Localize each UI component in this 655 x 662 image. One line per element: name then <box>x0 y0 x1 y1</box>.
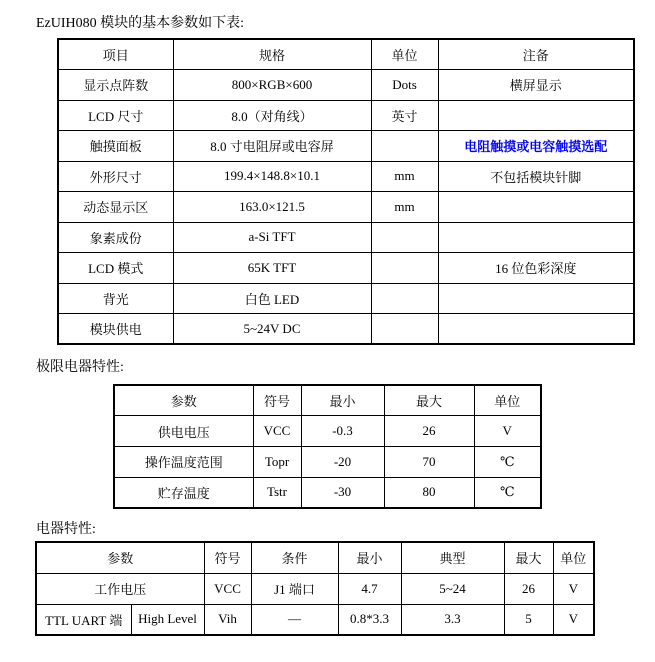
table-cell: 模块供电 <box>58 314 173 345</box>
table-cell: mm <box>371 192 438 223</box>
col-header-unit: 单位 <box>474 385 541 416</box>
table-cell: LCD 模式 <box>58 253 173 284</box>
table-header-row <box>58 39 634 70</box>
table-cell: -0.3 <box>301 416 384 447</box>
table-cell <box>371 222 438 253</box>
table-cell: 外形尺寸 <box>58 161 173 192</box>
table-row <box>36 604 594 635</box>
table-cell: 65K TFT <box>173 253 371 284</box>
col-header-typical: 典型 <box>401 542 504 573</box>
table-cell <box>438 222 634 253</box>
table-cell: 背光 <box>58 283 173 314</box>
table-cell: VCC <box>204 573 251 604</box>
table-cell: Topr <box>253 447 301 478</box>
table-cell: 199.4×148.8×10.1 <box>173 161 371 192</box>
table-row <box>58 70 634 101</box>
table-cell: 80 <box>384 477 474 508</box>
table-cell: 0.8*3.3 <box>338 604 401 635</box>
col-header-spec: 规格 <box>173 39 371 70</box>
col-header-unit: 单位 <box>553 542 594 573</box>
table-cell <box>371 283 438 314</box>
table-cell: — <box>251 604 338 635</box>
limit-characteristics-table <box>113 384 542 509</box>
col-header-item: 项目 <box>58 39 173 70</box>
col-header-param: 参数 <box>114 385 253 416</box>
table-cell <box>438 314 634 345</box>
table-cell <box>371 314 438 345</box>
table-cell: -30 <box>301 477 384 508</box>
table-cell: 3.3 <box>401 604 504 635</box>
table-cell: 16 位色彩深度 <box>438 253 634 284</box>
table-cell: Dots <box>371 70 438 101</box>
table-cell: 800×RGB×600 <box>173 70 371 101</box>
col-header-param: 参数 <box>36 542 204 573</box>
col-header-symbol: 符号 <box>204 542 251 573</box>
table-cell: 操作温度范围 <box>114 447 253 478</box>
col-header-max: 最大 <box>384 385 474 416</box>
table-row <box>58 131 634 162</box>
table-cell: Tstr <box>253 477 301 508</box>
table-row <box>114 447 541 478</box>
touch-option-note: 电阻触摸或电容触摸选配 <box>438 131 634 162</box>
table-cell: 5 <box>504 604 553 635</box>
table-row <box>58 100 634 131</box>
table-cell: 5~24V DC <box>173 314 371 345</box>
table-cell: 5~24 <box>401 573 504 604</box>
table-cell: ℃ <box>474 447 541 478</box>
table-cell: 8.0 寸电阻屏或电容屏 <box>173 131 371 162</box>
table-cell: VCC <box>253 416 301 447</box>
table-cell: V <box>553 604 594 635</box>
col-header-min: 最小 <box>338 542 401 573</box>
col-header-unit: 单位 <box>371 39 438 70</box>
table-cell: V <box>474 416 541 447</box>
table-cell: 英寸 <box>371 100 438 131</box>
table-cell <box>371 131 438 162</box>
col-header-condition: 条件 <box>251 542 338 573</box>
table-cell: 贮存温度 <box>114 477 253 508</box>
table-cell: -20 <box>301 447 384 478</box>
table-row <box>58 222 634 253</box>
table-cell: J1 端口 <box>251 573 338 604</box>
table-cell: 8.0（对角线） <box>173 100 371 131</box>
table-row <box>58 253 634 284</box>
table-cell: 工作电压 <box>36 573 204 604</box>
col-header-min: 最小 <box>301 385 384 416</box>
table-cell: High Level <box>131 604 204 635</box>
col-header-note: 注备 <box>438 39 634 70</box>
table-row <box>58 192 634 223</box>
table-cell: 白色 LED <box>173 283 371 314</box>
table-row <box>114 416 541 447</box>
table-cell: mm <box>371 161 438 192</box>
table-cell: 显示点阵数 <box>58 70 173 101</box>
table-cell: ℃ <box>474 477 541 508</box>
table-cell <box>438 283 634 314</box>
table-header-row <box>36 542 594 573</box>
table-cell: 26 <box>504 573 553 604</box>
table-cell: a-Si TFT <box>173 222 371 253</box>
table-cell: 象素成份 <box>58 222 173 253</box>
electrical-characteristics-table <box>35 541 595 636</box>
table-cell <box>438 192 634 223</box>
table-row <box>58 283 634 314</box>
table-row <box>114 477 541 508</box>
table-cell: 70 <box>384 447 474 478</box>
table-header-row <box>114 385 541 416</box>
page-title: EzUIH080 模块的基本参数如下表: <box>36 16 245 31</box>
table-cell: 163.0×121.5 <box>173 192 371 223</box>
table-cell: 不包括模块针脚 <box>438 161 634 192</box>
table-cell: LCD 尺寸 <box>58 100 173 131</box>
table-cell: V <box>553 573 594 604</box>
limit-section-heading: 极限电器特性: <box>36 360 124 375</box>
table-cell: 供电电压 <box>114 416 253 447</box>
table-cell: 动态显示区 <box>58 192 173 223</box>
table-cell: 4.7 <box>338 573 401 604</box>
electrical-section-heading: 电器特性: <box>36 522 96 537</box>
table-cell <box>371 253 438 284</box>
table-cell: Vih <box>204 604 251 635</box>
basic-parameters-table <box>57 38 635 345</box>
table-cell <box>438 100 634 131</box>
col-header-symbol: 符号 <box>253 385 301 416</box>
table-cell: TTL UART 端 <box>36 604 131 635</box>
table-cell: 横屏显示 <box>438 70 634 101</box>
table-cell: 触摸面板 <box>58 131 173 162</box>
table-row <box>36 573 594 604</box>
table-row <box>58 314 634 345</box>
table-cell: 26 <box>384 416 474 447</box>
col-header-max: 最大 <box>504 542 553 573</box>
table-row <box>58 161 634 192</box>
